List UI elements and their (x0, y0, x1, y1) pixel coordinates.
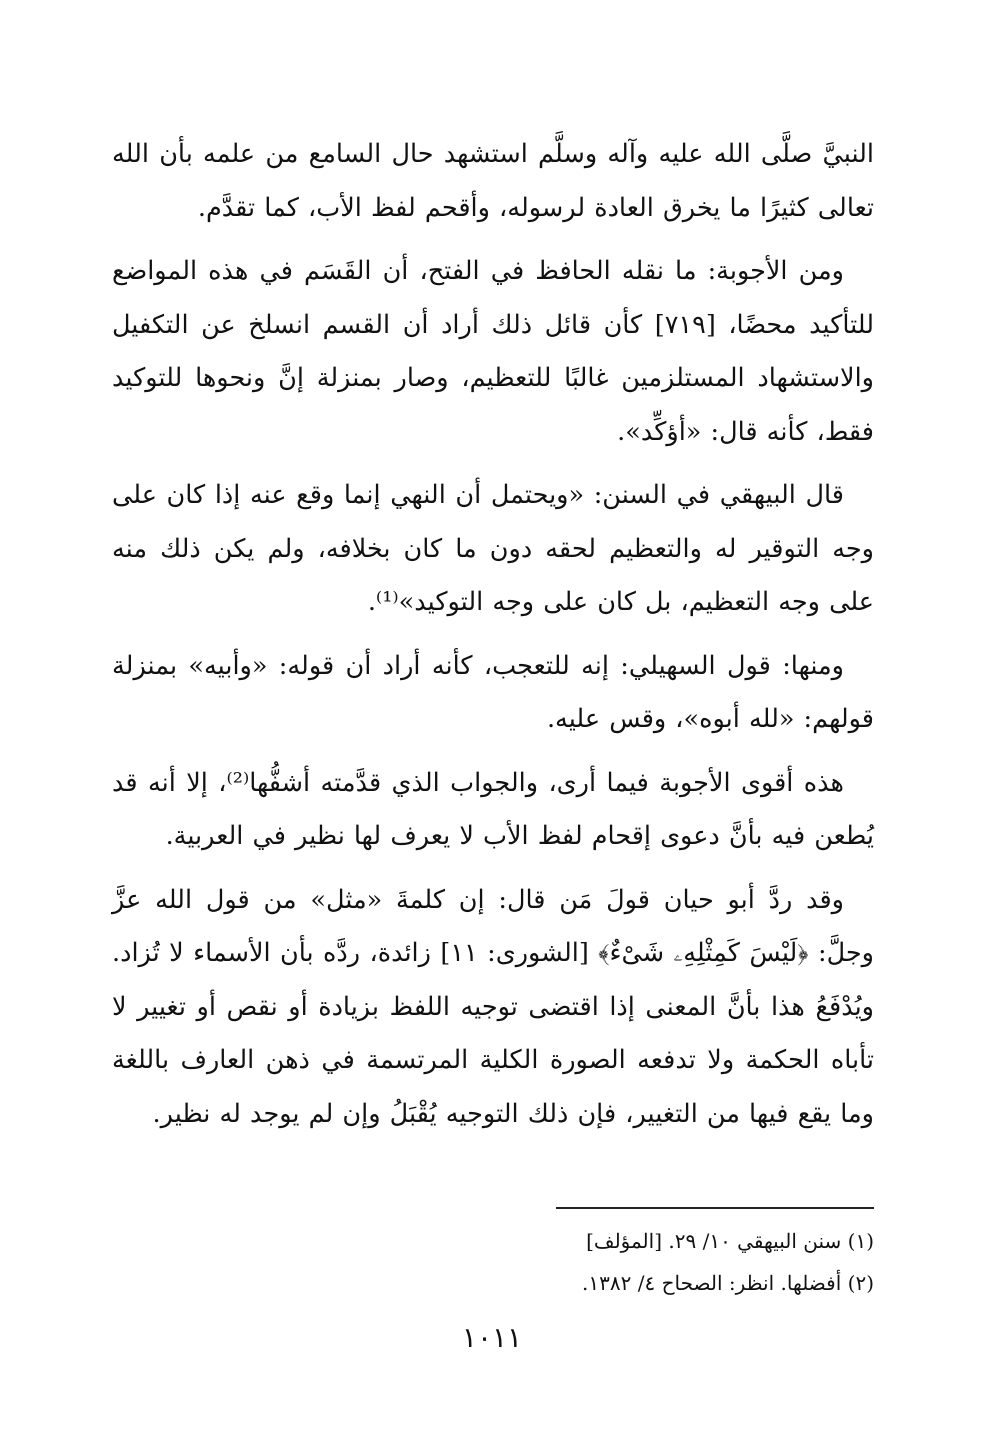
paragraph-6: وقد ردَّ أبو حيان قولَ مَن قال: إن كلمةَ «مثل» من قول الله عزَّ وجلَّ: ﴿لَيْسَ كَمِثْلِهِۦ شَىْءٌ﴾ [الشورى: ١١] زائدة، ردَّه بأن الأسماء لا تُزاد. ويُدْفَعُ هذا بأنَّ المعنى إذا اقتضى توجيه اللفظ بزيادة أو نقص أو تغيير لا تأباه الحكمة ولا تدفعه الصورة الكلية المرتسمة في ذهن العارف باللغة وما يقع فيها من التغيير، فإن ذلك التوجيه يُقْبَلُ وإن لم يوجد له نظير. (112, 884, 874, 1129)
paragraph-1: النبيَّ صلَّى الله عليه وآله وسلَّم استشهد حال السامع من علمه بأن الله تعالى كثيرًا ما يخرق العادة لرسوله، وأقحم لفظ الأب، كما تقدَّم. (112, 139, 874, 223)
paragraph-2: ومن الأجوبة: ما نقله الحافظ في الفتح، أن القَسَم في هذه المواضع للتأكيد محضًا، [٧١٩] كأن قائل ذلك أراد أن القسم انسلخ عن التكفيل والاستشهاد المستلزمين غالبًا للتعظيم، وصار بمنزلة إنَّ ونحوها للتوكيد فقط، كأنه قال: «أؤكِّد». (112, 256, 875, 447)
paragraph-5: هذه أقوى الأجوبة فيما أرى، والجواب الذي قدَّمته أشفُّها⁽²⁾، إلا أنه قد يُطعن فيه بأنَّ دعوى إقحام لفظ الأب لا يعرف لها نظير في العربية. (112, 767, 874, 851)
footnote-divider (556, 1207, 874, 1209)
paragraph-3: قال البيهقي في السنن: «ويحتمل أن النهي إنما وقع عنه إذا كان على وجه التوقير له والتعظيم لحقه دون ما كان بخلافه، ولم يكن ذلك منه على وجه التعظيم، بل كان على وجه التوكيد»⁽¹⁾. (112, 480, 874, 617)
page-number: ١٠١١ (461, 1321, 523, 1354)
footnote-2: (٢) أفضلها. انظر: الصحاح ٤/ ١٣٨٢. (582, 1271, 874, 1295)
main-text (112, 128, 874, 1151)
paragraph-4: ومنها: قول السهيلي: إنه للتعجب، كأنه أراد أن قوله: «وأبيه» بمنزلة قولهم: «لله أبوه»، وقس عليه. (112, 650, 874, 734)
footnotes (112, 1220, 874, 1304)
footnote-1: (١) سنن البيهقي ١٠/ ٢٩. [المؤلف] (586, 1229, 874, 1253)
